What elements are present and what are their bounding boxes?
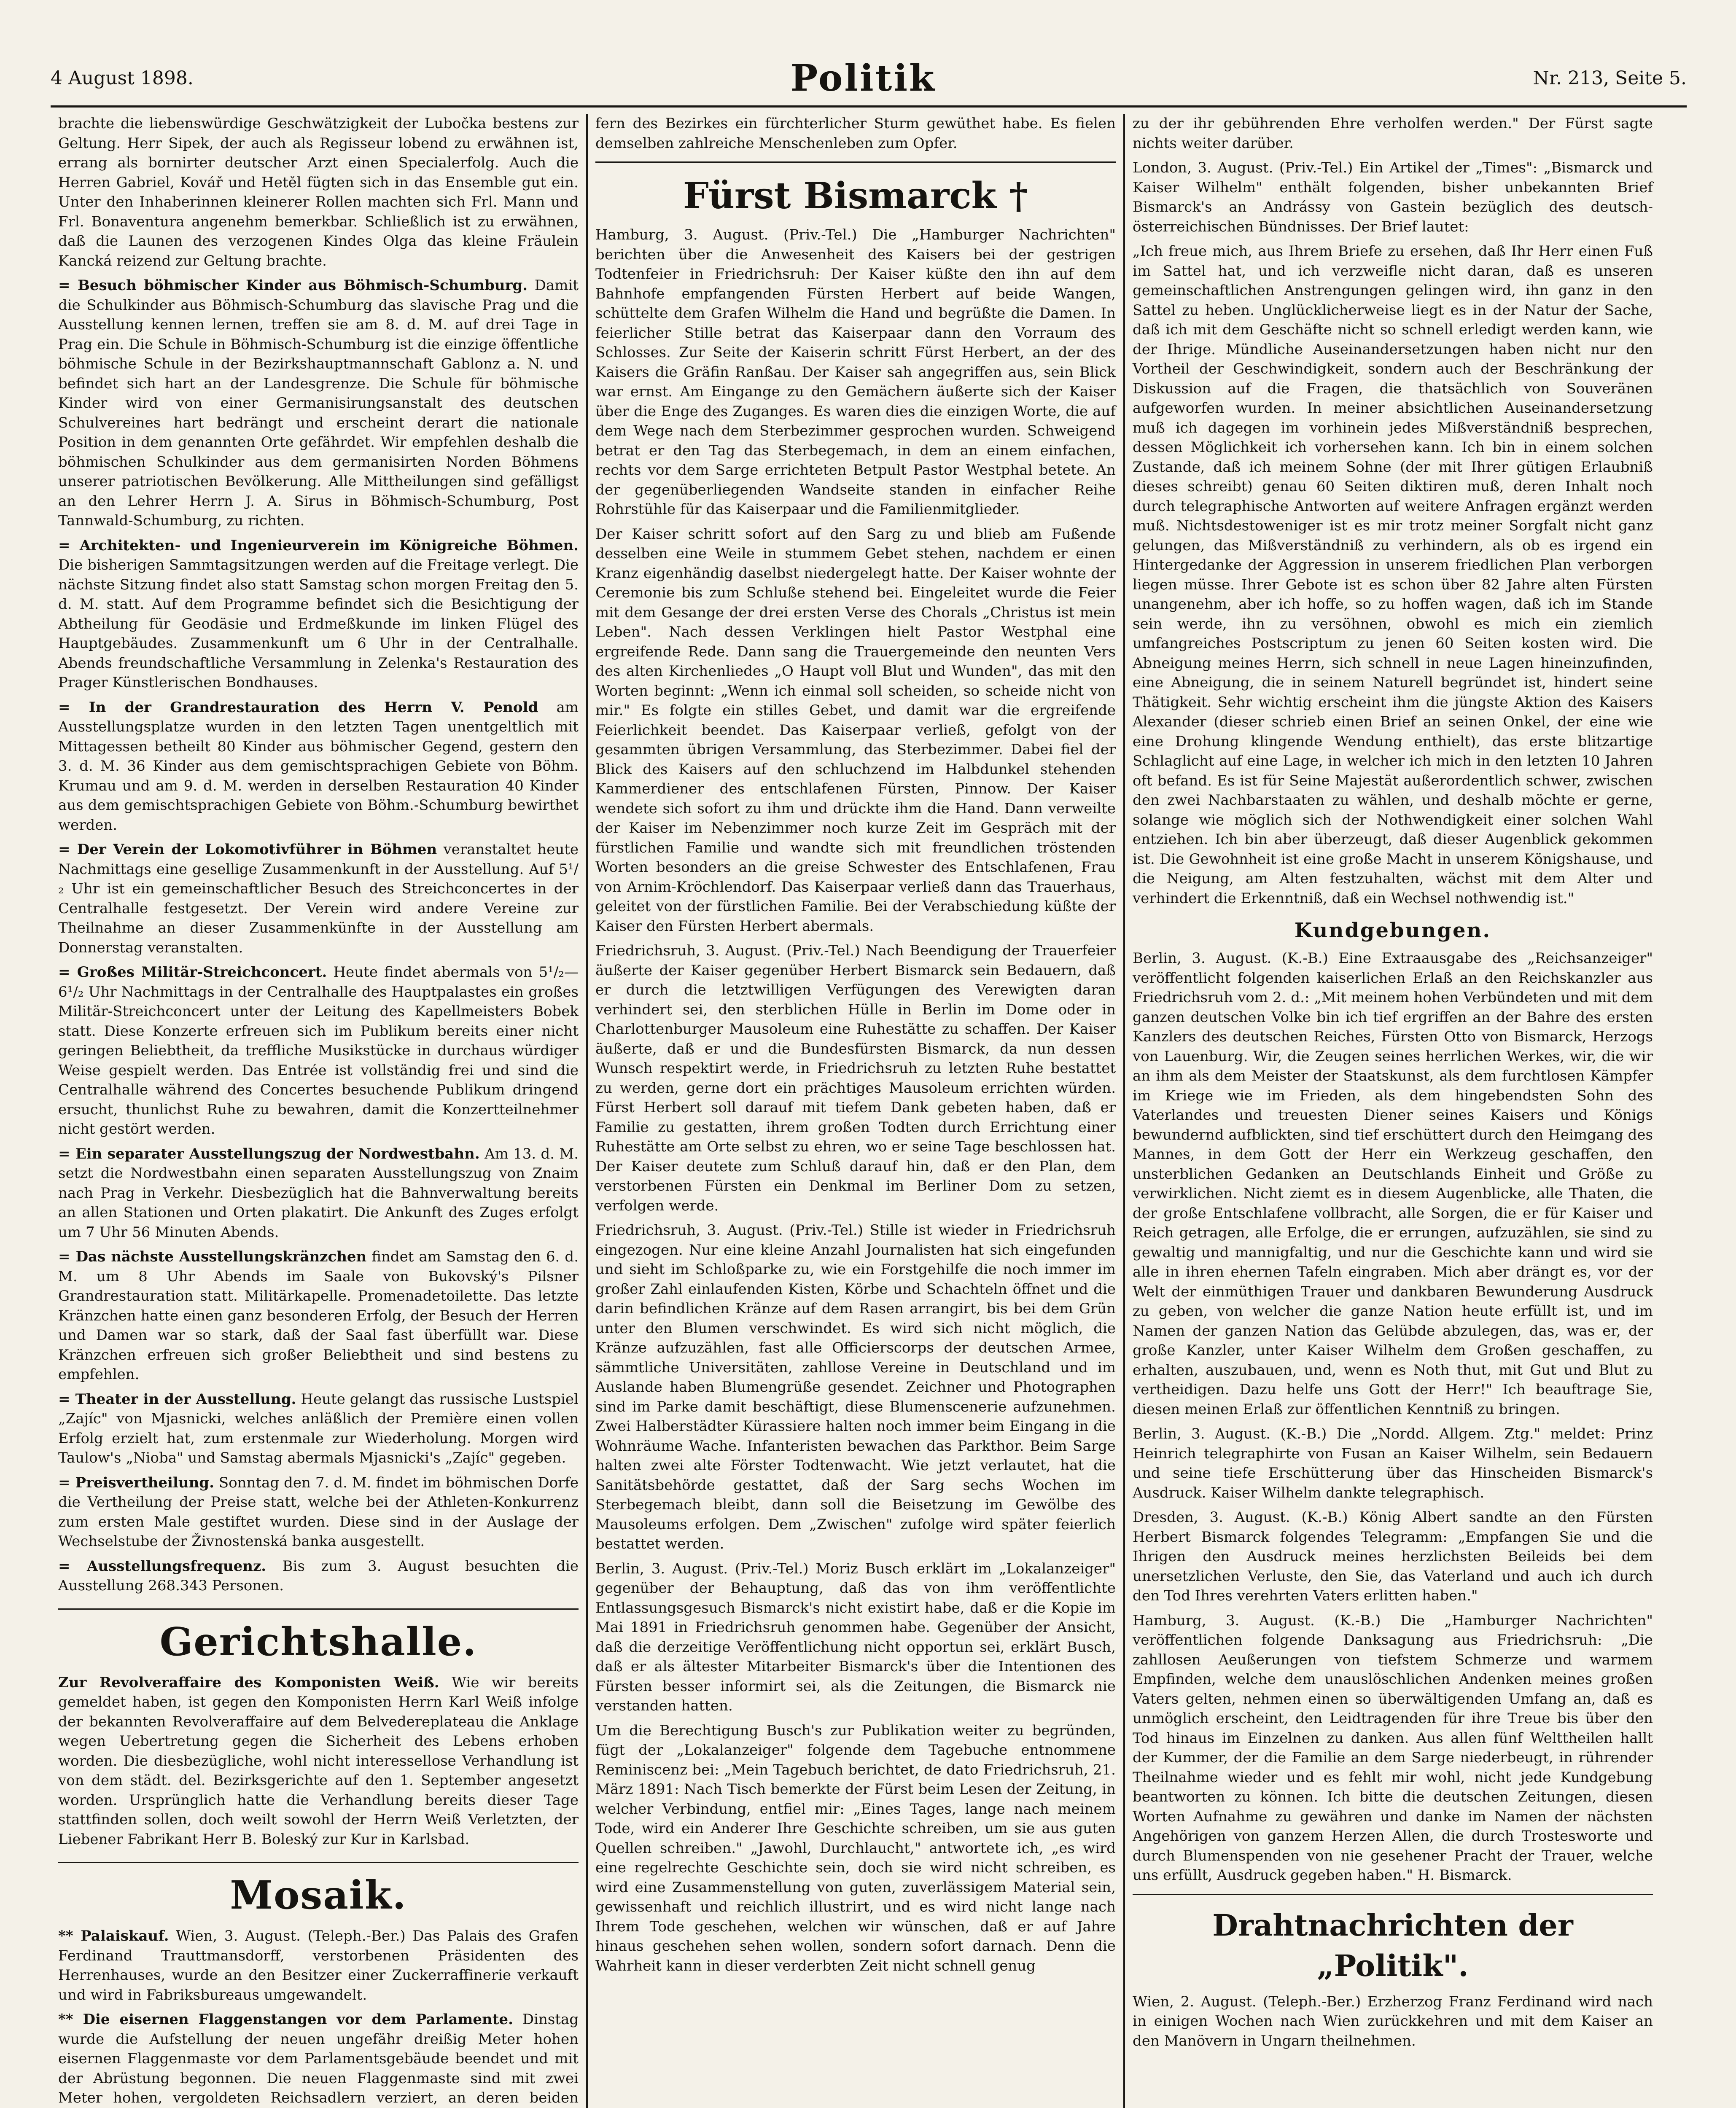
page-header: [51, 51, 1687, 108]
article-paragraph: zu der ihr gebührenden Ehre verholfen werden." Der Fürst sagte nichts weiter darüber.: [1133, 115, 1653, 152]
article-lead: = Besuch böhmischer Kinder aus Böhmisch-Schumburg.: [58, 277, 528, 294]
article-text: Wien, 3. August. (Teleph.-Ber.) Das Palais des Grafen Ferdinand Trauttmansdorff, verstorbenen Präsidenten des Herrenhauses, wurde an den Besitzer einer Zuckerraffinerie verkauft und wird in Fabriksbureaus umgewandelt.: [58, 1928, 579, 2003]
article-lead: ** Die eisernen Flaggenstangen vor dem Parlamente.: [58, 2011, 513, 2028]
article-lead: = Der Verein der Lokomotivführer in Böhmen: [58, 841, 437, 858]
article-paragraph: [58, 1926, 579, 2005]
article-text: Damit die Schulkinder aus Böhmisch-Schumburg das slavische Prag und die Ausstellung kennen lernen, treffen sie am 8. d. M. auf drei Tage in Prag ein. Die Schule in Böhmisch-Schumburg ist die einzige öffentliche böhmische Schule in der Bezirkshauptmannschaft Gablonz a. N. und befindet sich hart an der Landesgrenze. Die Schule für böhmische Kinder wird von einer Germanisirungsanstalt des deutschen Schulvereines hart bedrängt und erscheint derart die nationale Position in dem genannten Orte gefährdet. Wir empfehlen deshalb die böhmischen Schulkinder aus dem germanisirten Norden Böhmens unserer patriotischen Bevölkerung. Alle Mittheilungen sind gefälligst an den Lehrer Herrn J. A. Sirus in Böhmisch-Schumburg, Post Tannwald-Schumburg, zu richten.: [58, 277, 579, 529]
article-text: Heute gelangt das russische Lustspiel „Zajíc" von Mjasnicki, welches anläßlich der Première einen vollen Erfolg erzielt hat, zum erstenmale zur Wiederholung. Morgen wird Taulow's „Nioba" und Samstag abermals Mjasnicki's „Zajíc" gegeben.: [58, 1390, 579, 1466]
article-paragraph: Der Kaiser schritt sofort auf den Sarg zu und blieb am Fußende desselben eine Weile in stummem Gebet stehen, nachdem er einen Kranz eigenhändig daselbst niedergelegt hatte. Der Kaiser wohnte der Ceremonie bis zum Schluße stehend bei. Eingeleitet wurde die Feier mit dem Gesange der drei ersten Verse des Chorals „Christus ist mein Leben". Nach dessen Verklingen hielt Pastor Westphal eine ergreifende Rede. Dann sang die Trauergemeinde den neunten Vers des alten Kirchenliedes „O Haupt voll Blut und Wunden", das mit den Worten beginnt: „Wenn ich einmal soll scheiden, so scheide nicht von mir." Es folgte ein stilles Gebet, und damit war die ergreifende Feierlichkeit beendet. Das Kaiserpaar verließ, gefolgt von der gesammten übrigen Versammlung, das Sterbezimmer. Dabei fiel der Blick des Kaisers auf den schluchzend im Halbdunkel stehenden Kammerdiener des entschlafenen Fürsten, Pinnow. Der Kaiser wendete sich sofort zu ihm und drückte ihm die Hand. Dann verweilte der Kaiser im Nebenzimmer noch kurze Zeit im Gespräch mit der fürstlichen Familie und wandte sich mit freundlichen tröstenden Worten besonders an die greise Schwester des Entschlafenen, Frau von Arnim-Kröchlendorf. Das Kaiserpaar verließ dann das Trauerhaus, geleitet von der fürstlichen Familie. Bei der Verabschiedung küßte der Kaiser den Fürsten Herbert abermals.: [595, 525, 1116, 935]
article-lead: = Preisvertheilung.: [58, 1474, 214, 1491]
article-text: Heute findet abermals von 5¹/₂—6¹/₂ Uhr Nachmittags in der Centralhalle des Hauptpalastes ein großes Militär-Streichconcert unter der Leitung des Kapellmeisters Bobek statt. Diese Konzerte erfreuen sich im Publikum bereits einer nicht geringen Beliebtheit, da treffliche Musikstücke in durchaus würdiger Weise gespielt werden. Das Entrée ist vollständig frei und sind die Centralhalle während des Concertes besuchende Publikum dringend ersucht, thunlichst Ruhe zu bewahren, damit die Konzertteilnehmer nicht gestört werden.: [58, 964, 579, 1137]
article-paragraph: [58, 1247, 579, 1385]
article-text: Bis zum 3. August besuchten die Ausstellung 268.343 Personen.: [58, 1557, 579, 1594]
article-paragraph: Berlin, 3. August. (Priv.-Tel.) Moriz Busch erklärt im „Lokalanzeiger" gegenüber der Behauptung, daß das von ihm veröffentlichte Entlassungsgesuch Bismarck's nicht existirt habe, daß er die Kopie im Mai 1891 in Friedrichsruh genommen habe. Gegenüber der Ansicht, daß die derzeitige Veröffentlichung nicht opportun sei, erklärt Busch, daß er als ältester Mitarbeiter Bismarck's über die Intentionen des Fürsten besser informirt sei, als die Zeitungen, die Bismarck nie verstanden hatten.: [595, 1560, 1116, 1714]
article-lead: = Theater in der Ausstellung.: [58, 1390, 296, 1408]
article-text: am Ausstellungsplatze wurden in den letzten Tagen unentgeltlich mit Mittagessen betheilt 80 Kinder aus böhmischer Gegend, gestern den 3. d. M. 36 Kinder aus dem gemischtsprachigen Gebiete von Böhm. Krumau und am 9. d. M. werden in derselben Restauration 40 Kinder aus dem gemischtsprachigen Gebiete von Böhm.-Schumburg bewirthet werden.: [58, 699, 579, 834]
article-paragraph: Friedrichsruh, 3. August. (Priv.-Tel.) Nach Beendigung der Trauerfeier äußerte der Kaiser gegenüber Herbert Bismarck sein Bedauern, daß er durch die letztwilligen Verfügungen des Verewigten daran verhindert sei, den sterblichen Hülle in Berlin im Dome oder in Charlottenburger Mausoleum eine Ruhestätte zu schaffen. Der Kaiser äußerte, daß er und die Bundesfürsten Bismarck, da nun dessen Wunsch respektirt werde, in Friedrichsruh zu letzten Ruhe bestattet zu werden, gerne dort ein prächtiges Mausoleum errichten würden. Fürst Herbert soll darauf mit tiefem Dank gebeten haben, daß er Familie zu gestatten, ihrem großen Todten durch Errichtung einer Ruhestätte am Orte selbst zu ehren, wo er seine Tage beschlossen hat. Der Kaiser deutete zum Schluß darauf hin, daß er den Plan, dem verstorbenen Fürsten ein Denkmal im Berliner Dom zu setzen, verfolgen werde.: [595, 942, 1116, 1214]
article-paragraph: [58, 1673, 579, 1850]
article-text: Wie wir bereits gemeldet haben, ist gegen den Komponisten Herrn Karl Weiß infolge der bekannten Revolveraffaire auf dem Belvedereplateau die Anklage wegen Uebertretung gegen die Sicherheit des Lebens erhoben worden. Die diesbezügliche, wohl nicht interessellose Verhandlung ist von dem städt. del. Bezirksgerichte auf den 1. September angesetzt worden. Ursprünglich hatte die Verhandlung bereits dieser Tage stattfinden sollen, doch weilt sowohl der Herrn Weiß Verletzten, der Liebener Fabrikant Herr B. Boleský zur Kur in Karlsbad.: [58, 1674, 579, 1848]
article-text: findet am Samstag den 6. d. M. um 8 Uhr Abends im Saale von Bukovský's Pilsner Grandrestauration statt. Militärkapelle. Promenadetoilette. Das letzte Kränzchen hatte einen ganz besonderen Erfolg, der Besuch der Herren und Damen war so stark, daß der Saal fast überfüllt war. Diese Kränzchen erfreuen sich großer Beliebtheit und sind bestens zu empfehlen.: [58, 1248, 579, 1383]
article-lead: = Großes Militär-Streichconcert.: [58, 964, 327, 981]
article-paragraph: [58, 963, 579, 1139]
headline-fuerst-bismarck: Fürst Bismarck †: [683, 175, 1028, 217]
article-paragraph: Wien, 2. August. (Teleph.-Ber.) Erzherzog Franz Ferdinand wird nach in einigen Wochen nach Wien zurückkehren und mit dem Kaiser an den Manövern in Ungarn theilnehmen.: [1133, 1993, 1653, 2049]
article-text: Sonntag den 7. d. M. findet im böhmischen Dorfe die Vertheilung der Preise statt, welche bei der Athleten-Konkurrenz zum ersten Male gestiftet wurden. Diese sind in der Auslage der Wechselstube der Živnostenská banka ausgestellt.: [58, 1474, 579, 1550]
article-paragraph: [58, 840, 579, 957]
article-paragraph: Friedrichsruh, 3. August. (Priv.-Tel.) Stille ist wieder in Friedrichsruh eingezogen. Nur eine kleine Anzahl Journalisten hat sich eingefunden und sieht im Schloßparke zu, wie ein Forstgehilfe die noch immer im großer Zahl einlaufenden Kisten, Körbe und Schachteln öffnet und die darin befindlichen Kränze auf dem Rasen arrangirt, bis bei dem Grün unter den Blumen verschwindet. Es wird sich nicht möglich, die Kränze aufzuzählen, fast alle Officierscorps der deutschen Armee, sämmtliche Universitäten, zahllose Vereine in Deutschland und im Auslande haben Blumengrüße gesendet. Zeichner und Photographen sind im Parke damit beschäftigt, diese Blumenscenerie aufzunehmen. Zwei Halberstädter Kürassiere halten noch immer beim Eingang in die Wohnräume Wache. Infanteristen bewachen das Parkthor. Beim Sarge halten zwei alte Förster Todtenwacht. Wie jetzt verlautet, hat die Sanitätsbehörde gestattet, daß der Sarg sechs Wochen im Sterbegemach bleibt, dann soll die Beisetzung im Gewölbe des Mausoleums erfolgen. Dem „Zwischen" zufolge wird später feierlich bestattet werden.: [595, 1222, 1116, 1552]
article-lead: Zur Revolveraffaire des Komponisten Weiß.: [58, 1674, 439, 1691]
article-paragraph: [58, 698, 579, 835]
article-paragraph: [58, 276, 579, 531]
divider: [595, 161, 1116, 163]
article-paragraph: Hamburg, 3. August. (Priv.-Tel.) Die „Hamburger Nachrichten" berichten über die Anwesenheit des Kaisers bei der gestrigen Todtenfeier in Friedrichsruh: Der Kaiser küßte den ihn auf dem Bahnhofe empfangenden Fürsten Herbert auf beide Wangen, schüttelte dem Grafen Wilhelm die Hand und begrüßte die Damen. In feierlicher Stille betrat das Kaiserpaar dann den Vorraum des Schlosses. Zur Seite der Kaiserin schritt Fürst Herbert, an der des Kaisers die Gräfin Ranßau. Der Kaiser sah angegriffen aus, sein Blick war ernst. Am Eingange zu den Gemächern äußerte sich der Kaiser über die Enge des Zuganges. Es waren dies die einzigen Worte, die auf dem Wege nach dem Sterbezimmer gesprochen wurden. Schweigend betrat er den Tag das Sterbegemach, in dem an einem einfachen, rechts vor dem Sarge errichteten Betpult Pastor Westphal betete. An der gegenüberliegenden Wandseite standen in einfacher Reihe Rohrstühle für das Kaiserpaar und die Familienmitglieder.: [595, 226, 1116, 518]
article-lead: = Ausstellungsfrequenz.: [58, 1557, 266, 1575]
article-paragraph: [58, 1390, 579, 1468]
article-lead: ** Palaiskauf.: [58, 1928, 169, 1944]
columns: [51, 114, 1687, 2108]
article-paragraph: Berlin, 3. August. (K.-B.) Eine Extraausgabe des „Reichsanzeiger" veröffentlicht folgenden kaiserlichen Erlaß an den Reichskanzler aus Friedrichsruh vom 2. d.: „Mit meinem hohen Verbündeten und mit dem ganzen deutschen Volke bin ich tief ergriffen an der Bahre des ersten Kanzlers des deutschen Reiches, Fürsten Otto von Bismarck, Herzogs von Lauenburg. Wir, die Zeugen seines herrlichen Werkes, wir, die wir an ihm als dem Meister der Staatskunst, als dem furchtlosen Kämpfer im Kriege wie im Frieden, als dem hingebendsten Sohn des Vaterlandes und treuesten Diener seines Kaisers und Königs bewundernd aufblickten, sind tief erschüttert durch den Heimgang des Mannes, in dem Gott der Herr ein Werkzeug geschaffen, den unsterblichen Gedanken an Deutschlands Einheit und Größe zu verwirklichen. Nicht ziemt es in diesem Augenblicke, alle Thaten, die der große Entschlafene vollbracht, alle Sorgen, die er für Kaiser und Reich getragen, alle Erfolge, die er errungen, aufzuzählen, sie sind zu gewaltig und mannigfaltig, und nur die Geschichte kann und wird sie alle in ihren ehernen Tafeln eingraben. Mich aber drängt es, vor der Welt der einmüthigen Trauer und dankbaren Bewunderung Ausdruck zu geben, von welcher die ganze Nation heute erfüllt ist, und im Namen der ganzen Nation das Gelübde abzulegen, das, was er, der große Kanzler, unter Kaiser Wilhelm dem Großen geschaffen, zu erhalten, auszubauen, und, wenn es Noth thut, mit Gut und Blut zu vertheidigen. Dazu helfe uns Gott der Herr!" Ich beauftrage Sie, diesen meinen Erlaß zur öffentlichen Kenntniß zu bringen.: [1133, 950, 1653, 1418]
article-text: Dinstag wurde die Aufstellung der neuen ungefähr dreißig Meter hohen eisernen Flaggenmaste vor dem Parlamentsgebäude beendet und mit der Abrüstung begonnen. Die neuen Flaggenmaste sind mit zwei Meter hohen, vergoldeten Reichsadlern verziert, an deren beiden: [58, 2011, 579, 2106]
subheading-kundgebungen: Kundgebungen.: [1294, 919, 1491, 942]
article-lead: = In der Grandrestauration des Herrn V. Penold: [58, 699, 538, 716]
divider: [1133, 1894, 1653, 1895]
article-paragraph: Berlin, 3. August. (K.-B.) Die „Nordd. Allgem. Ztg." meldet: Prinz Heinrich telegraphirte von Fusan an Kaiser Wilhelm, sein Bedauern und seine tiefe Erschütterung über das Hinscheiden Bismarck's Ausdruck. Kaiser Wilhelm dankte telegraphisch.: [1133, 1425, 1653, 1501]
article-paragraph: Hamburg, 3. August. (K.-B.) Die „Hamburger Nachrichten" veröffentlichen folgende Danksagung aus Friedrichsruh: „Die zahllosen Aeußerungen von tiefstem Schmerze und warmem Empfinden, welche dem unauslöschlichen Andenken meines großen Vaters gelten, nehmen einen so überwältigenden Umfang an, daß es unmöglich erscheint, den Leidtragenden für ihre Treue bis über den Tod hinaus im Einzelnen zu danken. Aus allen fünf Welttheilen hallt der Kummer, der die Familie an dem Sarge niederbeugt, in rührender Theilnahme wieder und es fehlt mir wohl, nicht jede Kundgebung beantworten zu können. Ich bitte die deutschen Zeitungen, diesen Worten Aufnahme zu gewähren und danke im Namen der nächsten Angehörigen von ganzem Herzen Allen, die durch Trostesworte und durch Blumenspenden von nie gesehener Pracht der Trauer, welche uns erfüllt, Ausdruck gegeben haben." H. Bismarck.: [1133, 1612, 1653, 1884]
article-paragraph: fern des Bezirkes ein fürchterlicher Sturm gewüthet habe. Es fielen demselben zahlreiche Menschenleben zum Opfer.: [595, 115, 1116, 152]
article-paragraph: [58, 1473, 579, 1551]
section-title-mosaik: Mosaik.: [58, 1862, 579, 1920]
article-paragraph: [58, 536, 579, 693]
column-3: [1125, 114, 1661, 2108]
article-lead: = Das nächste Ausstellungskränzchen: [58, 1248, 367, 1265]
article-paragraph: [58, 1557, 579, 1596]
article-lead: = Ein separater Ausstellungszug der Nordwestbahn.: [58, 1145, 480, 1162]
article-paragraph: [58, 2010, 579, 2108]
article-paragraph: London, 3. August. (Priv.-Tel.) Ein Artikel der „Times": „Bismarck und Kaiser Wilhelm" enthält folgenden, bisher unbekannten Brief Bismarck's an Andrássy von Gastein bezüglich des deutsch-österreichischen Bündnisses. Der Brief lautet:: [1133, 159, 1653, 235]
column-1: [51, 114, 586, 2108]
section-title-gerichtshalle: Gerichtshalle.: [58, 1608, 579, 1667]
column-2: [588, 114, 1123, 2108]
article-paragraph: Dresden, 3. August. (K.-B.) König Albert sandte an den Fürsten Herbert Bismarck folgendes Telegramm: „Empfangen Sie und die Ihrigen den Ausdruck meines herzlichsten Beileids bei dem unersetzlichen Verluste, den Sie, das Vaterland und auch ich durch den Tod Ihres verehrten Vaters erlitten haben.": [1133, 1509, 1653, 1604]
article-paragraph: Um die Berechtigung Busch's zur Publikation weiter zu begründen, fügt der „Lokalanzeiger" folgende dem Tagebuche entnommene Reminiscenz bei: „Mein Tagebuch berichtet, de dato Friedrichsruh, 21. März 1891: Nach Tisch bemerkte der Fürst beim Lesen der Zeitung, in welcher Verbindung, entfiel mir: „Eines Tages, lange nach meinem Tode, wird ein Anderer Ihre Geschichte schreiben, um sie aus guten Quellen schreiben." „Jawohl, Durchlaucht," antwortete ich, „es wird eine regelrechte Geschichte sein, doch sie wird nicht schreiben, es wird eine Zusammenstellung von guten, zuverlässigem Material sein, gewissenhaft und reichlich illustrirt, und es wird nicht lange nach Ihrem Tode geschehen, welchen wir wünschen, daß er auf Jahre hinaus geschehen sehen wollen, sondern sofort darnach. Denn die Wahrheit kann in dieser verderbten Zeit nicht schnell genug: [595, 1722, 1116, 1974]
newspaper-page: [51, 51, 1687, 2108]
article-text: Die bisherigen Sammtagsitzungen werden auf die Freitage verlegt. Die nächste Sitzung findet also statt Samstag schon morgen Freitag den 5. d. M. statt. Auf dem Programme befindet sich die Besichtigung der Abtheilung für Geodäsie und Erdmeßkunde im linken Flügel des Hauptgebäudes. Zusammenkunft um 6 Uhr in der Centralhalle. Abends freundschaftliche Versammlung in Zelenka's Restauration des Prager Künstlerischen Bondhauses.: [58, 557, 579, 691]
article-paragraph: brachte die liebenswürdige Geschwätzigkeit der Lubočka bestens zur Geltung. Herr Sipek, der auch als Regisseur lobend zu erwähnen ist, errang als bornirter deutscher Arzt einen Specialerfolg. Auch die Herren Gabriel, Kovář und Hetěl fügten sich in das Ensemble gut ein. Unter den Inhaberinnen kleinerer Rollen machten sich Frl. Mann und Frl. Bonaventura angenehm bemerkbar. Schließlich ist zu erwähnen, daß die Launen des verzogenen Kindes Olga das kleine Fräulein Kancká reizend zur Geltung brachte.: [58, 115, 579, 269]
article-text: veranstaltet heute Nachmittags eine gesellige Zusammenkunft in der Ausstellung. Auf 5¹/₂ Uhr ist ein gemeinschaftlicher Besuch des Streichconcertes in der Centralhalle festgesetzt. Der Verein wird andere Vereine zur Theilnahme an dieser Zusammenkünfte in der Ausstellung am Donnerstag veranstalten.: [58, 841, 579, 956]
article-paragraph: [58, 1144, 579, 1242]
header-page-number: Nr. 213, Seite 5.: [1533, 67, 1687, 89]
header-date: 4 August 1898.: [51, 67, 194, 89]
article-lead: = Architekten- und Ingenieurverein im Königreiche Böhmen.: [58, 537, 579, 554]
article-text: Am 13. d. M. setzt die Nordwestbahn einen separaten Ausstellungszug von Znaim nach Prag in Verkehr. Diesbezüglich hat die Bahnverwaltung bereits an allen Stationen und Orten plakatirt. Die Ankunft des Zuges erfolgt um 7 Uhr 56 Minuten Abends.: [58, 1145, 579, 1241]
headline-drahtnachrichten: Drahtnachrichten der „Politik".: [1212, 1907, 1573, 1983]
header-masthead: Politik: [790, 56, 936, 99]
article-paragraph: „Ich freue mich, aus Ihrem Briefe zu ersehen, daß Ihr Herr einen Fuß im Sattel hat, und ich verzweifle nicht daran, daß es unseren gemeinschaftlichen Anstrengungen gelingen wird, ihn ganz in den Sattel zu heben. Unglücklicherweise liegt es in der Natur der Sache, daß ich mit dem Geschäfte nicht so schnell erledigt werden kann, wie der Ihrige. Mündliche Auseinandersetzungen haben nicht nur den Vortheil der Geschwindigkeit, sondern auch der Beschränkung der Diskussion auf die Fragen, die thatsächlich von Souveränen aufgeworfen wurden. In meiner absichtlichen Auseinandersetzung muß ich dagegen im vorhinein jedes Mißverständniß besprechen, dessen Möglichkeit ich vorhersehen kann. Ich bin in einem solchen Zustande, daß ich meinem Sohne (der mit Ihrer gütigen Erlaubniß dieses schreibt) genau 60 Seiten diktiren muß, deren Inhalt noch durch telegraphische Antworten auf weitere Anfragen ergänzt werden muß. Nichtsdestoweniger ist es mir trotz meiner Sorgfalt nicht ganz gelungen, das Mißverständniß zu verhindern, als ob es irgend ein Hintergedanke der Aggression in unserem friedlichen Plan verborgen liegen müsse. Ihrer Gebote ist es schon über 82 Jahre alten Fürsten unangenehm, aber ich hoffe, so zu hoffen wagen, daß ich im Stande sein werde, ihn zu versöhnen, obwohl es mich ein ziemlich umfangreiches Postscriptum zu jenen 60 Seiten kosten wird. Die Abneigung meines Herrn, sich schnell in neue Lagen hineinzufinden, eine Abneigung, die in seinem Naturell begründet ist, hindert seine Thätigkeit. Sehr wichtig erscheint ihm die jüngste Aktion des Kaisers Alexander (dieser schrieb einen Brief an seinen Onkel, der eine wie eine Drohung klingende Wendung enthielt), das erste blitzartige Schlaglicht auf eine Lage, in welcher ich mich in den letzten 10 Jahren oft befand. Es ist für Seine Majestät außerordentlich schwer, zwischen den zwei Nachbarstaaten zu wählen, und deshalb möchte er gerne, solange wie möglich sich der Nothwendigkeit einer solchen Wahl entziehen. Ich bin aber überzeugt, daß dieser Augenblick gekommen ist. Die Gewohnheit ist eine große Macht in unserem Königshause, und die Neigung, am Alten festzuhalten, wächst mit dem Alter und verhindert die Erkenntniß, daß ein Wechsel nothwendig ist.": [1133, 243, 1653, 907]
